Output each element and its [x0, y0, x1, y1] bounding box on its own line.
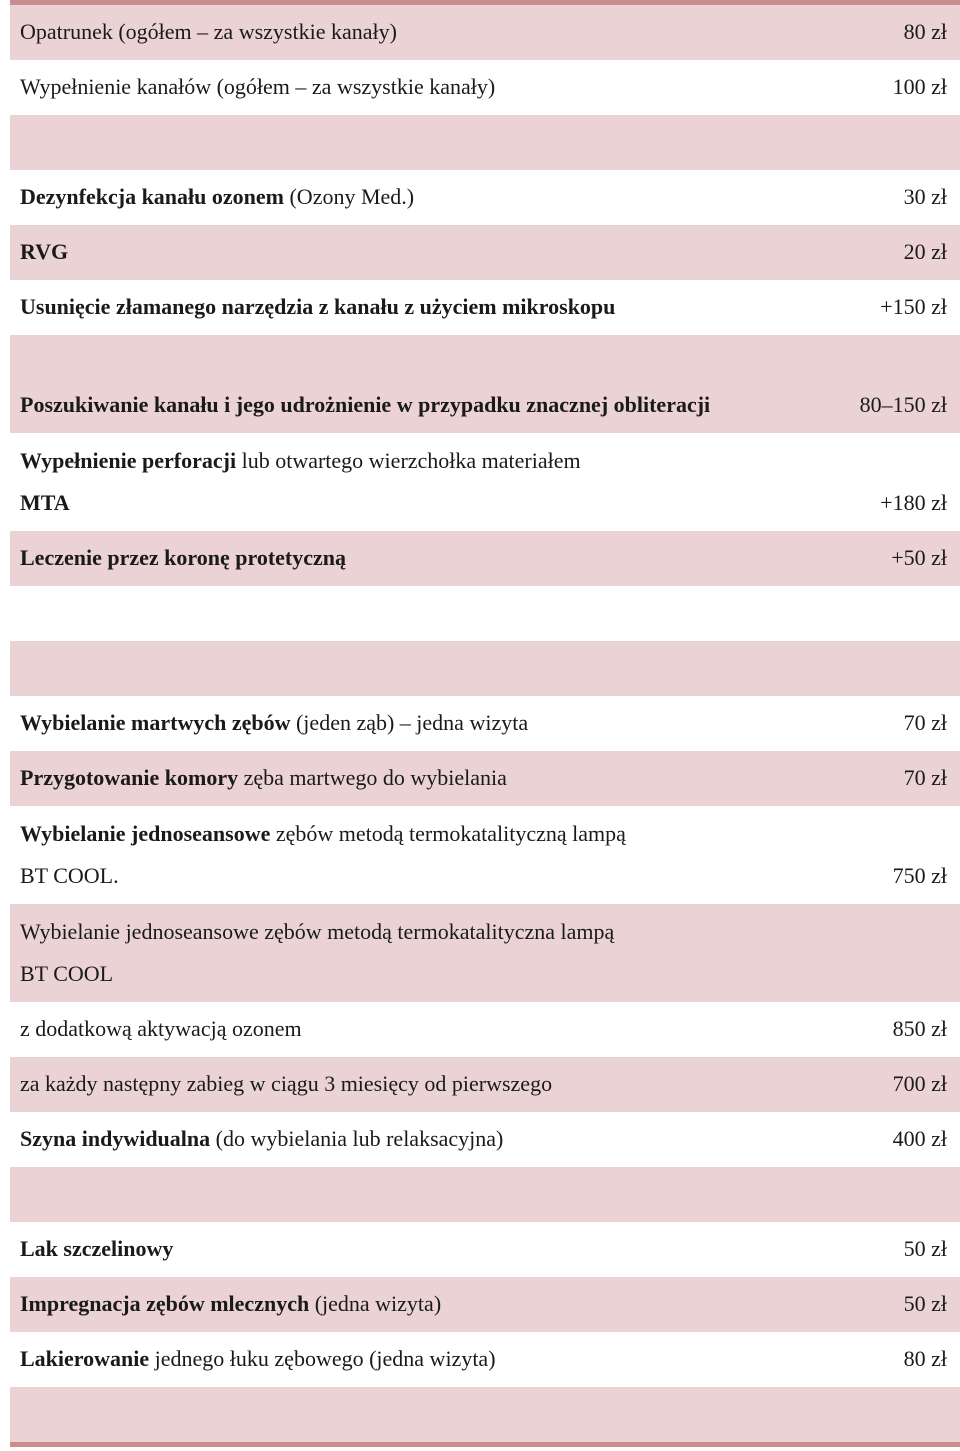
- row-description: [20, 1118, 893, 1167]
- table-row: [10, 170, 960, 225]
- row-price: 30 zł: [903, 184, 947, 209]
- row-text: (Ozony Med.): [283, 184, 415, 209]
- row-price: 70 zł: [903, 765, 947, 790]
- row-description: [20, 11, 904, 60]
- section-spacer: [10, 586, 960, 641]
- row-price: 80–150 zł: [859, 392, 947, 417]
- row-bold-text: Lak szczelinowy: [20, 1236, 174, 1261]
- row-text: Wybielanie jednoseansowe zębów metodą termokatalityczna lampą: [20, 919, 615, 944]
- row-description: [20, 813, 893, 904]
- section-spacer: [10, 1387, 960, 1442]
- section-spacer: [10, 641, 960, 696]
- table-row: [10, 280, 960, 335]
- row-bold-text: Szyna indywidualna: [20, 1126, 211, 1151]
- row-text: lub otwartego wierzchołka materiałem: [236, 448, 581, 473]
- row-price: 400 zł: [892, 1126, 947, 1151]
- table-row: [10, 1002, 960, 1057]
- row-description: [20, 702, 904, 751]
- row-text: (do wybielania lub relaksacyjna): [210, 1126, 504, 1151]
- row-price: 700 zł: [892, 1071, 947, 1096]
- row-text: BT COOL: [20, 961, 114, 986]
- table-row: [10, 5, 960, 60]
- row-price: +180 zł: [880, 490, 947, 515]
- section-spacer: [10, 115, 960, 170]
- table-row: [10, 904, 960, 1002]
- row-price: +50 zł: [891, 545, 947, 570]
- row-description: [20, 1283, 904, 1332]
- row-description: [20, 384, 720, 433]
- row-description: [20, 537, 891, 586]
- row-description: [20, 757, 904, 806]
- bottom-rule: [10, 1442, 960, 1447]
- table-row: [10, 806, 960, 904]
- row-text: BT COOL.: [20, 863, 119, 888]
- table-row: [10, 60, 960, 115]
- row-bold-text: Impregnacja zębów mlecznych: [20, 1291, 310, 1316]
- row-bold-text: Lakierowanie: [20, 1346, 150, 1371]
- row-bold-text: Usunięcie złamanego narzędzia z kanału z użyciem mikroskopu: [20, 294, 616, 319]
- row-description: [20, 1228, 904, 1277]
- row-bold-text: Wybielanie jednoseansowe: [20, 821, 271, 846]
- table-row: [10, 225, 960, 280]
- row-price: 70 zł: [903, 710, 947, 735]
- row-description: [20, 1063, 893, 1112]
- row-description: [20, 176, 904, 225]
- row-text: z dodatkową aktywacją ozonem: [20, 1016, 302, 1041]
- row-bold-text: MTA: [20, 490, 70, 515]
- section-spacer: [10, 1167, 960, 1222]
- row-bold-text: Wypełnienie perforacji: [20, 448, 237, 473]
- row-price: 50 zł: [903, 1291, 947, 1316]
- row-price: 850 zł: [892, 1016, 947, 1041]
- row-text: Opatrunek (ogółem – za wszystkie kanały): [20, 19, 397, 44]
- table-row: [10, 1277, 960, 1332]
- table-row: [10, 1057, 960, 1112]
- table-row: [10, 1112, 960, 1167]
- row-text: (jeden ząb) – jedna wizyta: [290, 710, 529, 735]
- row-description: [20, 911, 947, 1002]
- row-description: [20, 286, 880, 335]
- row-price: 100 zł: [892, 74, 947, 99]
- row-bold-text: Wybielanie martwych zębów: [20, 710, 291, 735]
- row-price: 50 zł: [903, 1236, 947, 1261]
- row-text: (jedna wizyta): [309, 1291, 442, 1316]
- row-bold-text: RVG: [20, 239, 69, 264]
- row-description: [20, 66, 893, 115]
- price-list: [10, 0, 960, 1447]
- row-price: 80 zł: [903, 1346, 947, 1371]
- row-price: 80 zł: [903, 19, 947, 44]
- row-text: za każdy następny zabieg w ciągu 3 miesięcy od pierwszego: [20, 1071, 553, 1096]
- row-bold-text: Przygotowanie komory: [20, 765, 239, 790]
- row-price: 750 zł: [892, 863, 947, 888]
- row-description: [20, 440, 880, 531]
- row-text: Wypełnienie kanałów (ogółem – za wszystkie kanały): [20, 74, 496, 99]
- table-row: [10, 751, 960, 806]
- table-row: [10, 335, 960, 433]
- row-description: [20, 1338, 904, 1387]
- row-price: +150 zł: [880, 294, 947, 319]
- table-row: [10, 433, 960, 531]
- table-row: [10, 1222, 960, 1277]
- row-price: 20 zł: [903, 239, 947, 264]
- row-bold-text: Leczenie przez koronę protetyczną: [20, 545, 347, 570]
- table-row: [10, 1332, 960, 1387]
- row-description: [20, 231, 904, 280]
- row-bold-text: Dezynfekcja kanału ozonem: [20, 184, 284, 209]
- row-description: [20, 1008, 893, 1057]
- row-bold-text: Poszukiwanie kanału i jego udrożnienie w przypadku znacznej obliteracji: [20, 392, 711, 417]
- row-text: jednego łuku zębowego (jedna wizyta): [149, 1346, 496, 1371]
- row-text: zęba martwego do wybielania: [238, 765, 507, 790]
- row-text: zębów metodą termokatalityczną lampą: [270, 821, 626, 846]
- table-row: [10, 696, 960, 751]
- table-row: [10, 531, 960, 586]
